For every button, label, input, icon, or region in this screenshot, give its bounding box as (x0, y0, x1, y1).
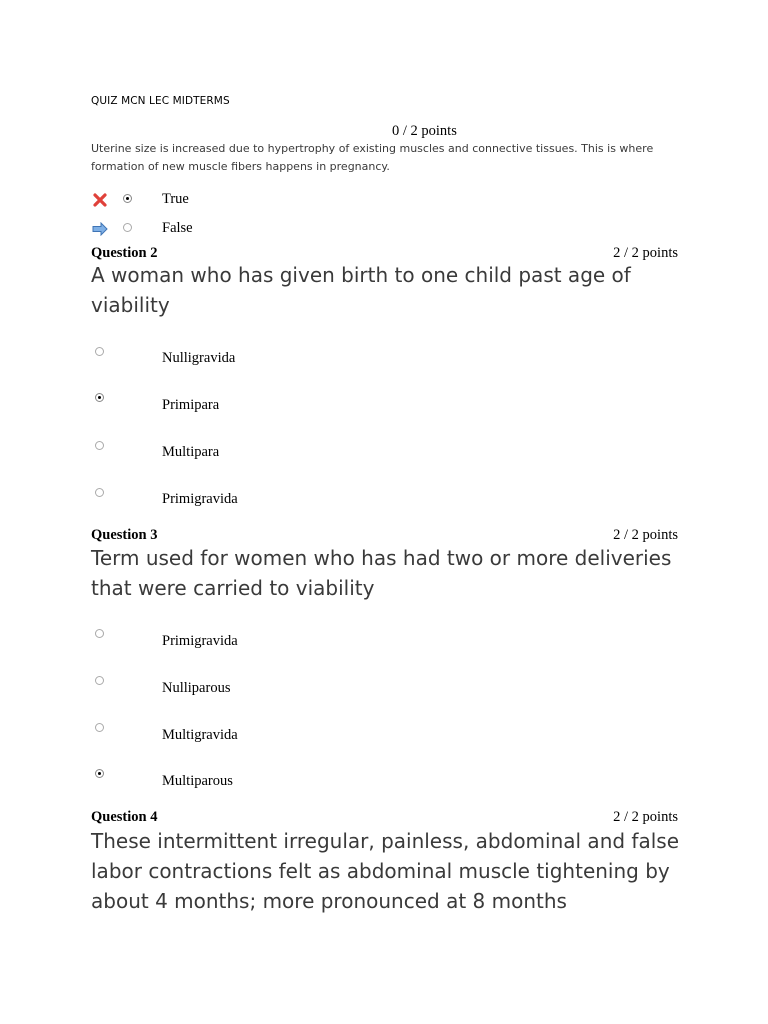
question-2-score: 2 / 2 points (613, 245, 678, 261)
radio-primigravida[interactable] (95, 488, 104, 497)
option-label-primipara: Primipara (162, 397, 220, 413)
option-label-false: False (162, 220, 193, 236)
radio-multigravida[interactable] (95, 723, 104, 732)
radio-multipara[interactable] (95, 441, 104, 450)
radio-primipara[interactable] (95, 393, 104, 402)
radio-nulligravida[interactable] (95, 347, 104, 356)
page-title: QUIZ MCN LEC MIDTERMS (91, 95, 230, 107)
question-4-score: 2 / 2 points (613, 809, 678, 825)
option-label-primigravida-q3: Primigravida (162, 633, 238, 649)
question-2-text: A woman who has given birth to one child past age of viability (91, 263, 631, 317)
radio-nulliparous[interactable] (95, 676, 104, 685)
radio-true[interactable] (123, 194, 132, 203)
x-mark-icon (92, 193, 108, 207)
question-4-text: These intermittent irregular, painless, abdominal and false labor contractions felt as abdominal muscle tightening by about 4 months; more pronounced at 8 months (91, 829, 679, 913)
option-label-true: True (162, 191, 189, 207)
question-4-label: Question 4 (91, 809, 158, 825)
question-3-label: Question 3 (91, 527, 158, 543)
option-label-nulliparous: Nulliparous (162, 680, 231, 696)
arrow-right-icon (92, 222, 108, 236)
option-label-multiparous: Multiparous (162, 773, 233, 789)
question-3-score: 2 / 2 points (613, 527, 678, 543)
option-label-multipara: Multipara (162, 444, 220, 460)
radio-multiparous[interactable] (95, 769, 104, 778)
question-1-score: 0 / 2 points (392, 123, 457, 139)
radio-primigravida-q3[interactable] (95, 629, 104, 638)
option-label-nulligravida: Nulligravida (162, 350, 236, 366)
radio-false[interactable] (123, 223, 132, 232)
question-1-text: Uterine size is increased due to hypertrophy of existing muscles and connective tissues. This is where formation of new muscle fibers happens in pregnancy. (91, 142, 654, 173)
question-3-text: Term used for women who has had two or more deliveries that were carried to viability (91, 546, 672, 600)
option-label-multigravida: Multigravida (162, 727, 238, 743)
question-2-label: Question 2 (91, 245, 158, 261)
option-label-primigravida: Primigravida (162, 491, 238, 507)
